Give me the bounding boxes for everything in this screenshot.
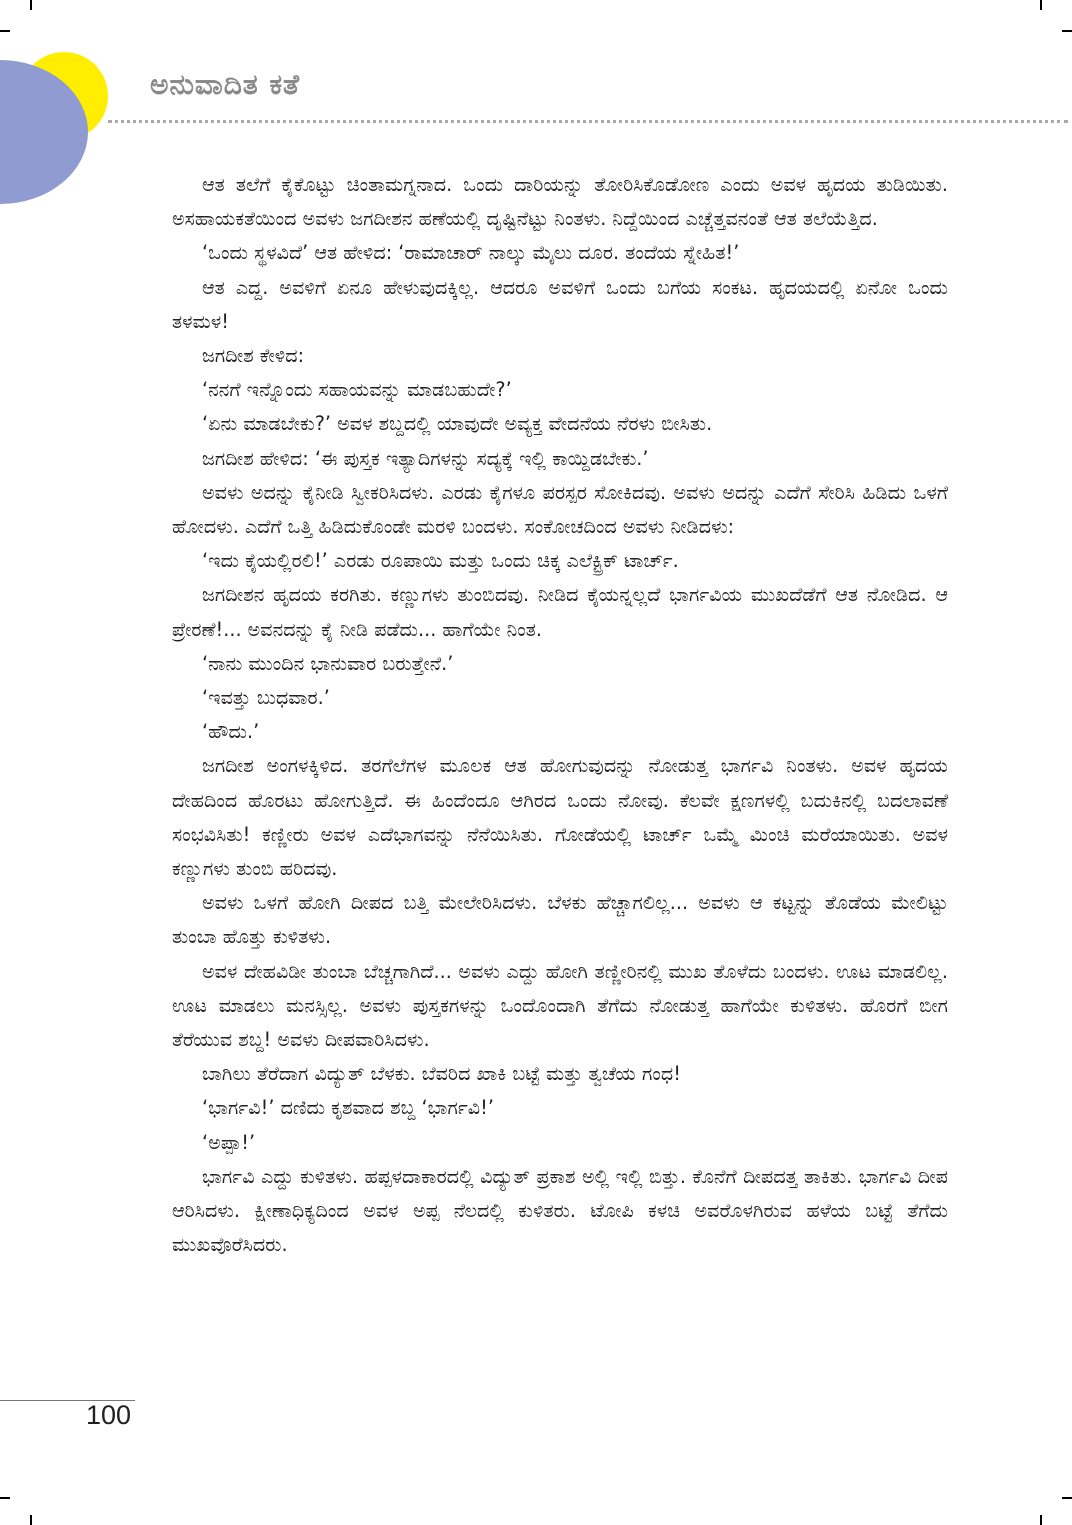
- paragraph: ಆತ ತಲೆಗೆ ಕೈಕೊಟ್ಟು ಚಿಂತಾಮಗ್ನನಾದ. ಒಂದು ದಾರಿಯನ್ನು ತೋರಿಸಿಕೊಡೋಣ ಎಂದು ಅವಳ ಹೃದಯ ತುಡಿಯಿತು. ಅಸಹಾಯಕತೆಯಿಂದ ಅವಳು ಜಗದೀಶನ ಹಣೆಯಲ್ಲಿ ದೃಷ್ಟಿನೆಟ್ಟು ನಿಂತಳು. ನಿದ್ದೆಯಿಂದ ಎಚ್ಚೆತ್ತವನಂತೆ ಆತ ತಲೆಯೆತ್ತಿದ.: [172, 173, 948, 231]
- section-title: ಅನುವಾದಿತ ಕತೆ: [150, 68, 301, 101]
- paragraph: ‘ನಾನು ಮುಂದಿನ ಭಾನುವಾರ ಬರುತ್ತೇನೆ.’: [202, 651, 454, 675]
- paragraph: ‘ಭಾರ್ಗವಿ!’ ದಣಿದು ಕೃಶವಾದ ಶಬ್ದ ‘ಭಾರ್ಗವಿ!’: [202, 1096, 494, 1120]
- paragraph: ಜಗದೀಶ ಅಂಗಳಕ್ಕಿಳಿದ. ತರಗೆಲೆಗಳ ಮೂಲಕ ಆತ ಹೋಗುವುದನ್ನು ನೋಡುತ್ತ ಭಾರ್ಗವಿ ನಿಂತಳು. ಅವಳ ಹೃದಯ ದೇಹದಿಂದ ಹೊರಟು ಹೋಗುತ್ತಿದೆ. ಈ ಹಿಂದೆಂದೂ ಆಗಿರದ ಒಂದು ನೋವು. ಕೆಲವೇ ಕ್ಷಣಗಳಲ್ಲಿ ಬದುಕಿನಲ್ಲಿ ಬದಲಾವಣೆ ಸಂಭವಿಸಿತು! ಕಣ್ಣೀರು ಅವಳ ಎದೆಭಾಗವನ್ನು ನೆನೆಯಿಸಿತು. ಗೋಡೆಯಲ್ಲಿ ಟಾರ್ಚ್ ಒಮ್ಮೆ ಮಿಂಚಿ ಮರೆಯಾಯಿತು. ಅವಳ ಕಣ್ಣುಗಳು ತುಂಬಿ ಹರಿದವು.: [172, 754, 948, 881]
- story-body: [172, 168, 948, 1263]
- crop-mark: [0, 30, 10, 32]
- crop-mark: [1062, 30, 1072, 32]
- paragraph: ‘ಹೌದು.’: [202, 720, 260, 744]
- paragraph: ಜಗದೀಶ ಕೇಳಿದ:: [202, 344, 305, 368]
- paragraph: ಅವಳು ಒಳಗೆ ಹೋಗಿ ದೀಪದ ಬತ್ತಿ ಮೇಲೇರಿಸಿದಳು. ಬೆಳಕು ಹೆಚ್ಚಾಗಲಿಲ್ಲ... ಅವಳು ಆ ಕಟ್ಟನ್ನು ತೊಡೆಯ ಮೇಲಿಟ್ಟು ತುಂಬಾ ಹೊತ್ತು ಕುಳಿತಳು.: [172, 891, 948, 949]
- paragraph: ‘ಏನು ಮಾಡಬೇಕು?’ ಅವಳ ಶಬ್ದದಲ್ಲಿ ಯಾವುದೇ ಅವ್ಯಕ್ತ ವೇದನೆಯ ನೆರಳು ಬೀಸಿತು.: [202, 412, 713, 436]
- paragraph: ‘ಇದು ಕೈಯಲ್ಲಿರಲಿ!’ ಎರಡು ರೂಪಾಯಿ ಮತ್ತು ಒಂದು ಚಿಕ್ಕ ಎಲೆಕ್ಟ್ರಿಕ್ ಟಾರ್ಚ್.: [202, 549, 679, 573]
- paragraph: ‘ಒಂದು ಸ್ಥಳವಿದೆ’ ಆತ ಹೇಳಿದ: ‘ರಾಮಾಚಾರ್ ನಾಲ್ಕು ಮೈಲು ದೂರ. ತಂದೆಯ ಸ್ನೇಹಿತ!’: [202, 241, 740, 265]
- crop-mark: [1040, 1515, 1042, 1525]
- crop-mark: [0, 1497, 10, 1499]
- paragraph: ಅವಳು ಅದನ್ನು ಕೈನೀಡಿ ಸ್ವೀಕರಿಸಿದಳು. ಎರಡು ಕೈಗಳೂ ಪರಸ್ಪರ ಸೋಕಿದವು. ಅವಳು ಅದನ್ನು ಎದೆಗೆ ಸೇರಿಸಿ ಹಿಡಿದು ಒಳಗೆ ಹೋದಳು. ಎದೆಗೆ ಒತ್ತಿ ಹಿಡಿದುಕೊಂಡೇ ಮರಳಿ ಬಂದಳು. ಸಂಕೋಚದಿಂದ ಅವಳು ನೀಡಿದಳು:: [172, 480, 948, 539]
- paragraph: ‘ಇವತ್ತು ಬುಧವಾರ.’: [202, 686, 330, 710]
- crop-mark: [1040, 0, 1042, 10]
- paragraph: ‘ಅಪ್ಪಾ!’: [202, 1130, 256, 1154]
- crop-mark: [30, 0, 32, 10]
- dotted-divider: [108, 120, 1068, 123]
- crop-mark: [1062, 1497, 1072, 1499]
- paragraph: ಜಗದೀಶ ಹೇಳಿದ: ‘ಈ ಪುಸ್ತಕ ಇತ್ಯಾದಿಗಳನ್ನು ಸದ್ಯಕ್ಕೆ ಇಲ್ಲಿ ಕಾಯ್ದಿಡಬೇಕು.’: [202, 446, 649, 470]
- paragraph: ಬಾಗಿಲು ತೆರೆದಾಗ ವಿದ್ಯುತ್ ಬೆಳಕು. ಬೆವರಿದ ಖಾಕಿ ಬಟ್ಟೆ ಮತ್ತು ತ್ವಚೆಯ ಗಂಧ!: [202, 1062, 681, 1086]
- page-number: 100: [86, 1400, 132, 1430]
- paragraph: ಆತ ಎದ್ದ. ಅವಳಿಗೆ ಏನೂ ಹೇಳುವುದಕ್ಕಿಲ್ಲ. ಆದರೂ ಅವಳಿಗೆ ಒಂದು ಬಗೆಯ ಸಂಕಟ. ಹೃದಯದಲ್ಲಿ ಏನೋ ಒಂದು ತಳಮಳ!: [172, 275, 948, 333]
- paragraph: ಜಗದೀಶನ ಹೃದಯ ಕರಗಿತು. ಕಣ್ಣುಗಳು ತುಂಬಿದವು. ನೀಡಿದ ಕೈಯನ್ನಲ್ಲದೆ ಭಾರ್ಗವಿಯ ಮುಖದೆಡೆಗೆ ಆತ ನೋಡಿದ. ಆ ಪ್ರೇರಣೆ!... ಅವನದನ್ನು ಕೈ ನೀಡಿ ಪಡೆದು... ಹಾಗೆಯೇ ನಿಂತ.: [172, 583, 948, 641]
- paragraph: ಭಾರ್ಗವಿ ಎದ್ದು ಕುಳಿತಳು. ಹಪ್ಪಳದಾಕಾರದಲ್ಲಿ ವಿದ್ಯುತ್ ಪ್ರಕಾಶ ಅಲ್ಲಿ ಇಲ್ಲಿ ಬಿತ್ತು. ಕೊನೆಗೆ ದೀಪದತ್ತ ತಾಕಿತು. ಭಾರ್ಗವಿ ದೀಪ ಆರಿಸಿದಳು. ಕ್ಷೀಣಾಧಿಕ್ಯದಿಂದ ಅವಳ ಅಪ್ಪ ನೆಲದಲ್ಲಿ ಕುಳಿತರು. ಟೋಪಿ ಕಳಚಿ ಅವರೊಳಗಿರುವ ಹಳೆಯ ಬಟ್ಟೆ ತೆಗೆದು ಮುಖವೊರೆಸಿದರು.: [172, 1164, 948, 1257]
- paragraph: ಅವಳ ದೇಹವಿಡೀ ತುಂಬಾ ಬೆಚ್ಚಗಾಗಿದೆ... ಅವಳು ಎದ್ದು ಹೋಗಿ ತಣ್ಣೀರಿನಲ್ಲಿ ಮುಖ ತೊಳೆದು ಬಂದಳು. ಊಟ ಮಾಡಲಿಲ್ಲ. ಊಟ ಮಾಡಲು ಮನಸ್ಸಿಲ್ಲ. ಅವಳು ಪುಸ್ತಕಗಳನ್ನು ಒಂದೊಂದಾಗಿ ತೆಗೆದು ನೋಡುತ್ತ ಹಾಗೆಯೇ ಕುಳಿತಳು. ಹೊರಗೆ ಬೀಗ ತೆರೆಯುವ ಶಬ್ದ! ಅವಳು ದೀಪವಾರಿಸಿದಳು.: [172, 959, 948, 1052]
- crop-mark: [30, 1515, 32, 1525]
- paragraph: ‘ನನಗೆ ಇನ್ನೊಂದು ಸಹಾಯವನ್ನು ಮಾಡಬಹುದೇ?’: [202, 378, 512, 402]
